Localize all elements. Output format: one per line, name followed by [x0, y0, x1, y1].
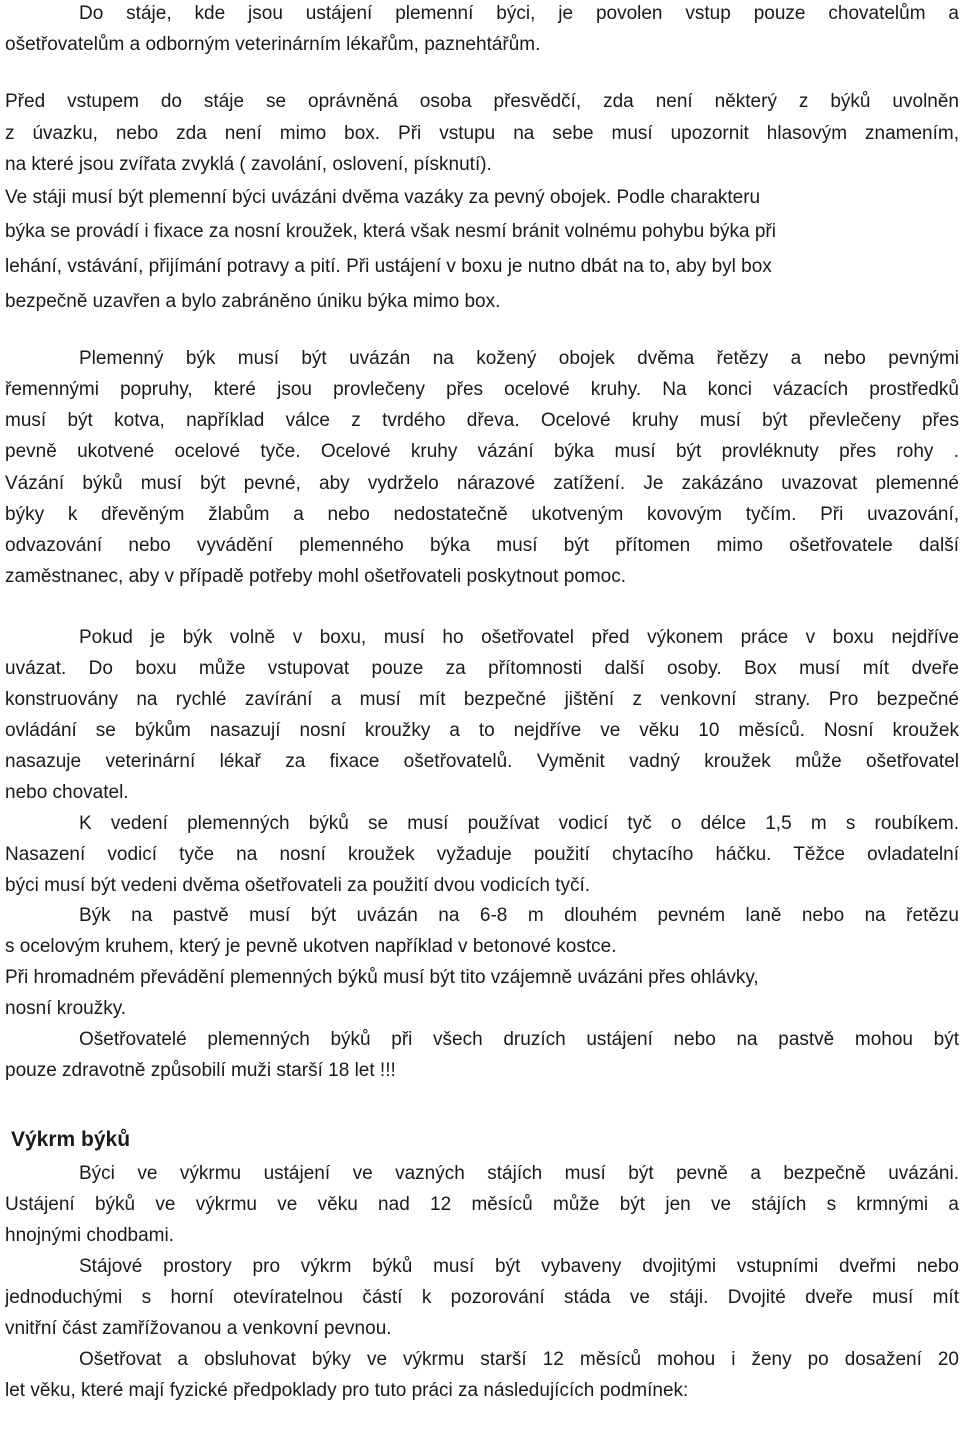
text-line: na které jsou zvířata zvyklá ( zavolání, oslovení, písknutí).	[5, 154, 492, 175]
text-line: ošetřovatelům a odborným veterinárním lékařům, paznehtářům.	[5, 34, 541, 55]
text-line: Ošetřovatelé plemenných býků při všech druzích ustájení nebo na pastvě mohou být	[79, 1029, 959, 1050]
text-line: Ustájení býků ve výkrmu ve věku nad 12 měsíců může být jen ve stájích s krmnými a	[5, 1194, 959, 1215]
text-line: Vázání býků musí být pevné, aby vydrželo nárazové zatížení. Je zakázáno uvazovat plemenné	[5, 473, 959, 494]
text-line: musí být kotva, například válce z tvrdého dřeva. Ocelové kruhy musí být převlečeny přes	[5, 410, 959, 431]
text-line: ovládání se býkům nasazují nosní kroužky a to nejdříve ve věku 10 měsíců. Nosní kroužek	[5, 720, 959, 741]
text-line: býka se provádí i fixace za nosní kroužek, která však nesmí bránit volnému pohybu býka při	[5, 221, 776, 242]
text-line: vnitřní část zamřížovanou a venkovní pevnou.	[5, 1318, 392, 1339]
text-line: Býk na pastvě musí být uvázán na 6-8 m dlouhém pevném laně nebo na řetězu	[79, 905, 959, 926]
text-line: zaměstnanec, aby v případě potřeby mohl ošetřovateli poskytnout pomoc.	[5, 566, 627, 587]
text-line: Býci ve výkrmu ustájení ve vazných stájích musí být pevně a bezpečně uvázáni.	[79, 1163, 959, 1184]
text-line: nasazuje veterinární lékař za fixace ošetřovatelů. Vyměnit vadný kroužek může ošetřovatel	[5, 751, 959, 772]
text-line: odvazování nebo vyvádění plemenného býka musí být přítomen mimo ošetřovatele další	[5, 535, 959, 556]
text-line: nosní kroužky.	[5, 998, 127, 1019]
text-line: K vedení plemenných býků se musí používat vodicí tyč o délce 1,5 m s roubíkem.	[79, 813, 959, 834]
text-line: konstruovány na rychlé zavírání a musí mít bezpečné jištění z venkovní strany. Pro bezpečné	[5, 689, 959, 710]
text-line: řemennými popruhy, které jsou provlečeny přes ocelové kruhy. Na konci vázacích prostředků	[5, 379, 959, 400]
text-line: nebo chovatel.	[5, 782, 129, 803]
text-line: pouze zdravotně způsobilí muži starší 18 let !!!	[5, 1060, 396, 1081]
text-line: býky k dřevěným žlabům a nebo nedostatečně ukotveným kovovým tyčím. Při uvazování,	[5, 504, 959, 525]
text-line: jednoduchými s horní otevíratelnou částí k pozorování stáda ve stáji. Dvojité dveře musí mít	[5, 1287, 959, 1308]
text-line: uvázat. Do boxu může vstupovat pouze za přítomnosti další osoby. Box musí mít dveře	[5, 658, 959, 679]
section-heading: Výkrm býků	[11, 1128, 131, 1151]
text-line: z úvazku, nebo zda není mimo box. Při vstupu na sebe musí upozornit hlasovým znamením,	[5, 123, 959, 144]
text-line: s ocelovým kruhem, který je pevně ukotven například v betonové kostce.	[5, 936, 617, 957]
text-line: Před vstupem do stáje se oprávněná osoba přesvědčí, zda není některý z býků uvolněn	[5, 91, 959, 112]
text-line: Ve stáji musí být plemenní býci uvázáni dvěma vazáky za pevný obojek. Podle charakteru	[5, 187, 761, 208]
text-line: Do stáje, kde jsou ustájení plemenní býci, je povolen vstup pouze chovatelům a	[79, 3, 959, 24]
text-line: pevně ukotvené ocelové tyče. Ocelové kruhy vázání býka musí být provléknuty přes rohy .	[5, 441, 959, 462]
text-line: let věku, které mají fyzické předpoklady pro tuto práci za následujících podmínek:	[5, 1380, 689, 1401]
text-line: bezpečně uzavřen a bylo zabráněno úniku býka mimo box.	[5, 291, 501, 312]
text-line: Plemenný býk musí být uvázán na kožený obojek dvěma řetězy a nebo pevnými	[79, 348, 959, 369]
text-line: býci musí být vedeni dvěma ošetřovateli za použití dvou vodicích tyčí.	[5, 875, 591, 896]
text-line: lehání, vstávání, přijímání potravy a pití. Při ustájení v boxu je nutno dbát na to, aby byl box	[5, 256, 772, 277]
text-line: Ošetřovat a obsluhovat býky ve výkrmu starší 12 měsíců mohou i ženy po dosažení 20	[79, 1349, 959, 1370]
text-line: Při hromadném převádění plemenných býků musí být tito vzájemně uvázáni přes ohlávky,	[5, 967, 759, 988]
text-line: Pokud je býk volně v boxu, musí ho ošetřovatel před výkonem práce v boxu nejdříve	[79, 627, 959, 648]
text-line: hnojnými chodbami.	[5, 1225, 174, 1246]
text-line: Stájové prostory pro výkrm býků musí být vybaveny dvojitými vstupními dveřmi nebo	[79, 1256, 959, 1277]
text-line: Nasazení vodicí tyče na nosní kroužek vyžaduje použití chytacího háčku. Těžce ovladatelní	[5, 844, 959, 865]
